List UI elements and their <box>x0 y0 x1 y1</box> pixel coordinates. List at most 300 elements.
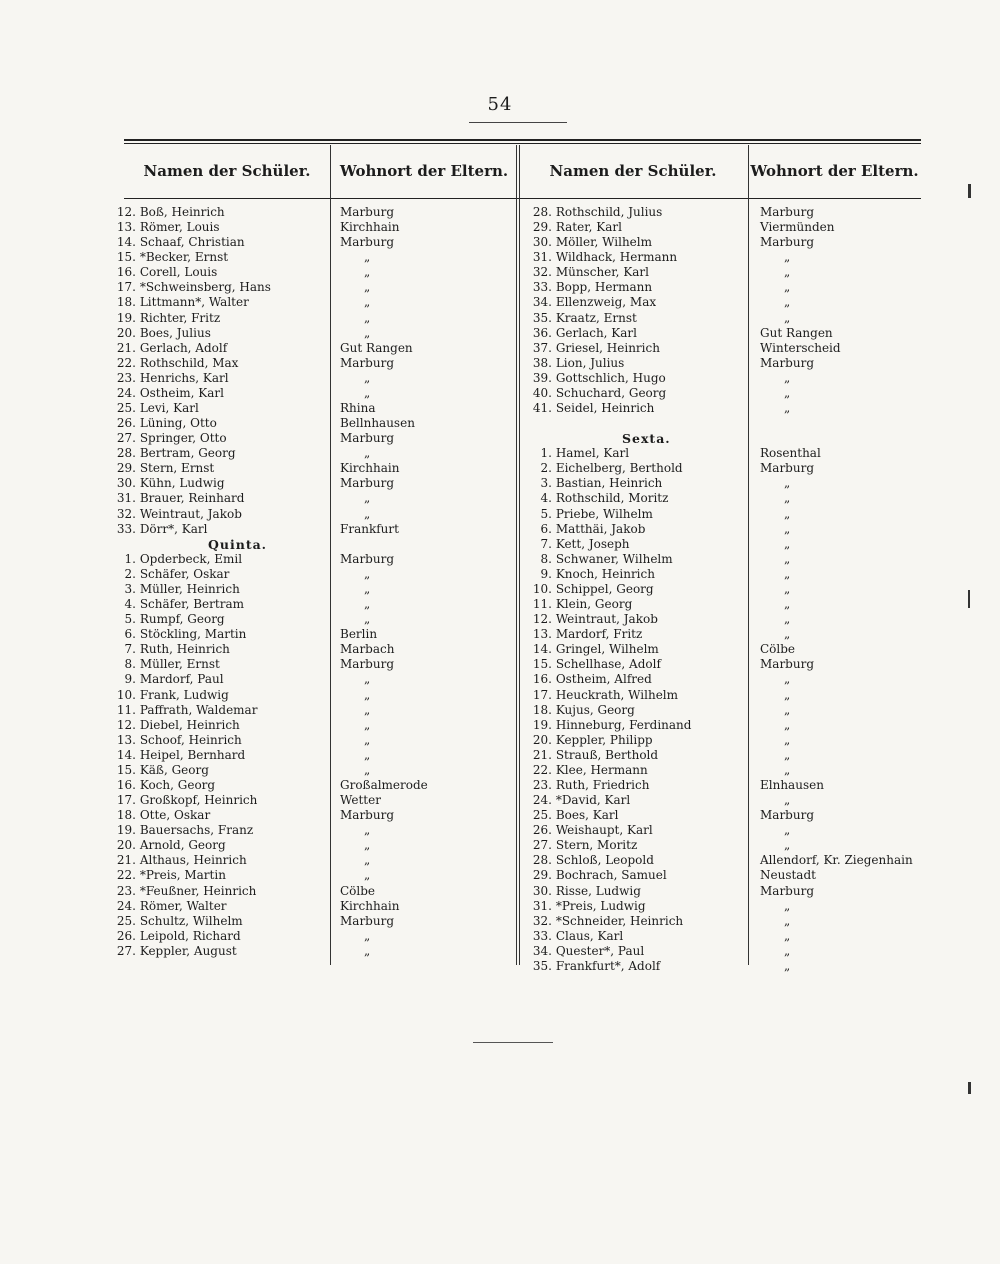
table-top-rule-thin <box>124 143 921 144</box>
student-number: 4. <box>124 597 136 612</box>
student-number: 32. <box>532 913 552 928</box>
student-entry <box>108 597 330 612</box>
right-places-list <box>760 205 928 974</box>
student-number: 1. <box>540 446 552 461</box>
student-entry <box>522 627 748 642</box>
parents-residence: Rhina <box>340 401 376 416</box>
student-number: 18. <box>116 808 136 823</box>
student-entry <box>108 416 330 431</box>
parents-residence: Marburg <box>340 913 395 928</box>
student-number: 17. <box>532 687 552 702</box>
student-name: Kujus, Georg <box>552 702 635 717</box>
student-entry <box>522 853 748 868</box>
student-entry <box>522 250 748 265</box>
student-number: 17. <box>116 793 136 808</box>
parents-residence: „ <box>784 913 791 928</box>
student-name: Schaaf, Christian <box>136 235 245 250</box>
student-entry <box>522 507 748 522</box>
student-entry <box>522 401 748 416</box>
student-entry <box>522 461 748 476</box>
student-name: Levi, Karl <box>136 401 199 416</box>
place-spacer <box>340 537 515 552</box>
student-number: 29. <box>532 868 552 883</box>
student-entry <box>522 476 748 491</box>
student-number: 15. <box>116 250 136 265</box>
student-entry <box>522 642 748 657</box>
student-entry <box>108 657 330 672</box>
student-entry <box>108 552 330 567</box>
parents-residence: „ <box>364 370 371 385</box>
parents-residence: Marburg <box>760 883 815 898</box>
student-number: 40. <box>532 385 552 400</box>
student-number: 13. <box>532 627 552 642</box>
student-name: Klee, Hermann <box>552 762 648 777</box>
student-name: Lion, Julius <box>552 355 625 370</box>
parents-residence: Allendorf, Kr. Ziegenhain <box>760 853 913 868</box>
student-number: 22. <box>116 868 136 883</box>
student-number: 16. <box>116 265 136 280</box>
left-places-list <box>340 205 515 959</box>
student-number: 34. <box>532 943 552 958</box>
student-name: Weintraut, Jakob <box>136 506 242 521</box>
parents-residence: Winterscheid <box>760 340 841 355</box>
section-heading: Sexta. <box>622 431 671 447</box>
student-name: Weintraut, Jakob <box>552 612 658 627</box>
student-number: 21. <box>116 340 136 355</box>
student-number: 18. <box>532 702 552 717</box>
parents-residence: Viermünden <box>760 220 835 235</box>
parents-residence: „ <box>364 928 371 943</box>
student-entry <box>522 522 748 537</box>
student-entry <box>522 582 748 597</box>
parents-residence: „ <box>784 476 791 491</box>
parents-residence: Marburg <box>340 355 395 370</box>
student-name: Paffrath, Waldemar <box>136 702 258 717</box>
student-entry <box>522 205 748 220</box>
parents-residence: Marburg <box>340 808 395 823</box>
student-number: 33. <box>116 521 136 536</box>
student-entry <box>522 326 748 341</box>
student-entry <box>108 868 330 883</box>
parents-residence: „ <box>364 853 371 868</box>
student-entry <box>522 371 748 386</box>
parents-residence: „ <box>784 521 791 536</box>
student-entry <box>522 959 748 974</box>
student-entry <box>522 552 748 567</box>
student-entry <box>108 718 330 733</box>
student-number: 11. <box>532 597 552 612</box>
parents-residence: „ <box>784 732 791 747</box>
blank-row <box>522 416 748 431</box>
student-number: 26. <box>532 823 552 838</box>
student-entry <box>108 567 330 582</box>
header-student-names-right: Namen der Schüler. <box>549 162 717 180</box>
student-number: 19. <box>116 310 136 325</box>
parents-residence: Marburg <box>340 476 395 491</box>
student-number: 24. <box>116 898 136 913</box>
student-entry <box>522 341 748 356</box>
student-number: 7. <box>124 642 136 657</box>
student-name: Henrichs, Karl <box>136 370 229 385</box>
student-number: 9. <box>124 672 136 687</box>
student-number: 24. <box>532 793 552 808</box>
student-name: Gerlach, Adolf <box>136 340 228 355</box>
student-number: 11. <box>116 702 136 717</box>
student-number: 27. <box>116 431 136 446</box>
student-entry <box>108 914 330 929</box>
parents-residence: Marburg <box>340 657 395 672</box>
parents-residence: „ <box>364 385 371 400</box>
student-number: 28. <box>532 853 552 868</box>
student-name: Priebe, Wilhelm <box>552 506 653 521</box>
student-name: *Preis, Martin <box>136 868 226 883</box>
parents-residence: Marburg <box>340 431 395 446</box>
student-name: Schultz, Wilhelm <box>136 913 243 928</box>
student-number: 15. <box>532 657 552 672</box>
student-name: Schwaner, Wilhelm <box>552 551 673 566</box>
student-entry <box>108 672 330 687</box>
student-number: 30. <box>532 883 552 898</box>
student-number: 41. <box>532 401 552 416</box>
parents-residence: Bellnhausen <box>340 416 415 431</box>
parents-residence: „ <box>784 581 791 596</box>
student-name: Kett, Joseph <box>552 536 630 551</box>
parents-residence: Großalmerode <box>340 777 428 792</box>
student-name: *Preis, Ludwig <box>552 898 646 913</box>
student-number: 5. <box>124 612 136 627</box>
student-number: 27. <box>116 943 136 958</box>
student-name: Eichelberg, Berthold <box>552 461 683 476</box>
student-entry <box>108 220 330 235</box>
student-number: 30. <box>116 476 136 491</box>
student-entry <box>108 582 330 597</box>
student-entry <box>522 612 748 627</box>
student-number: 28. <box>116 446 136 461</box>
page-number-underline <box>469 122 567 123</box>
student-name: Bauersachs, Franz <box>136 823 254 838</box>
student-entry <box>108 491 330 506</box>
student-number: 12. <box>116 717 136 732</box>
parents-residence: Cölbe <box>340 883 376 898</box>
student-entry <box>522 537 748 552</box>
student-number: 35. <box>532 310 552 325</box>
student-entry <box>522 491 748 506</box>
student-number: 16. <box>532 672 552 687</box>
student-entry <box>108 778 330 793</box>
student-name: Hamel, Karl <box>552 446 630 461</box>
student-entry <box>108 265 330 280</box>
student-name: Schloß, Leopold <box>552 853 654 868</box>
student-entry <box>108 823 330 838</box>
student-number: 13. <box>116 220 136 235</box>
student-name: Ostheim, Alfred <box>552 672 652 687</box>
parents-residence: „ <box>784 597 791 612</box>
parents-residence: „ <box>784 672 791 687</box>
parents-residence: Marburg <box>760 235 815 250</box>
parents-residence: „ <box>364 823 371 838</box>
student-name: Mardorf, Paul <box>136 672 224 687</box>
student-entry <box>108 341 330 356</box>
student-entry <box>522 884 748 899</box>
student-name: *Feußner, Heinrich <box>136 883 257 898</box>
student-number: 9. <box>540 566 552 581</box>
student-number: 22. <box>532 762 552 777</box>
student-entry <box>108 703 330 718</box>
student-number: 20. <box>116 838 136 853</box>
parents-residence: „ <box>364 687 371 702</box>
student-name: Littmann*, Walter <box>136 295 249 310</box>
student-number: 8. <box>124 657 136 672</box>
parents-residence: „ <box>784 536 791 551</box>
parents-residence: Gut Rangen <box>760 325 833 340</box>
student-number: 4. <box>540 491 552 506</box>
student-number: 29. <box>116 461 136 476</box>
student-entry <box>108 205 330 220</box>
student-number: 20. <box>532 732 552 747</box>
student-entry <box>108 476 330 491</box>
student-entry <box>522 763 748 778</box>
parents-residence: „ <box>784 310 791 325</box>
parents-residence: „ <box>364 838 371 853</box>
student-entry <box>522 672 748 687</box>
student-name: Bastian, Heinrich <box>552 476 663 491</box>
parents-residence: „ <box>784 627 791 642</box>
student-entry <box>108 793 330 808</box>
student-name: Ostheim, Karl <box>136 385 225 400</box>
parents-residence: „ <box>364 250 371 265</box>
parents-residence: Marburg <box>340 551 395 566</box>
left-names-list <box>108 205 330 959</box>
student-name: Stern, Ernst <box>136 461 215 476</box>
student-name: Heipel, Bernhard <box>136 747 246 762</box>
student-number: 8. <box>540 551 552 566</box>
parents-residence: „ <box>364 265 371 280</box>
student-name: Gerlach, Karl <box>552 325 638 340</box>
student-entry <box>108 944 330 959</box>
student-name: Richter, Fritz <box>136 310 221 325</box>
student-name: Althaus, Heinrich <box>136 853 247 868</box>
student-number: 23. <box>116 370 136 385</box>
student-entry <box>522 778 748 793</box>
parents-residence: „ <box>784 566 791 581</box>
student-name: Kühn, Ludwig <box>136 476 225 491</box>
student-name: Ruth, Friedrich <box>552 777 650 792</box>
student-entry <box>522 295 748 310</box>
student-number: 31. <box>532 898 552 913</box>
student-number: 25. <box>116 401 136 416</box>
parents-residence: „ <box>784 823 791 838</box>
parents-residence: Neustadt <box>760 868 816 883</box>
student-name: Opderbeck, Emil <box>136 551 243 566</box>
student-entry <box>108 763 330 778</box>
student-entry <box>108 461 330 476</box>
page-number: 54 <box>487 94 513 115</box>
margin-mark <box>968 590 970 608</box>
column-divider-3 <box>748 145 749 965</box>
parents-residence: Marburg <box>760 205 815 219</box>
student-number: 24. <box>116 385 136 400</box>
student-number: 19. <box>116 823 136 838</box>
parents-residence: „ <box>364 732 371 747</box>
student-number: 22. <box>116 355 136 370</box>
student-name: Frankfurt*, Adolf <box>552 958 661 973</box>
student-name: Weishaupt, Karl <box>552 823 653 838</box>
student-name: Bertram, Georg <box>136 446 236 461</box>
student-number: 19. <box>532 717 552 732</box>
student-number: 36. <box>532 325 552 340</box>
student-entry <box>108 838 330 853</box>
student-entry <box>522 899 748 914</box>
student-name: Boes, Karl <box>552 808 619 823</box>
student-entry <box>522 748 748 763</box>
student-number: 21. <box>116 853 136 868</box>
parents-residence: „ <box>784 762 791 777</box>
student-name: Möller, Wilhelm <box>552 235 652 250</box>
student-entry <box>108 808 330 823</box>
student-name: Schäfer, Bertram <box>136 597 244 612</box>
student-name: Griesel, Heinrich <box>552 340 660 355</box>
student-name: Rothschild, Julius <box>552 205 663 219</box>
student-entry <box>522 733 748 748</box>
student-entry <box>108 326 330 341</box>
student-entry <box>108 884 330 899</box>
student-number: 28. <box>532 205 552 219</box>
student-entry <box>522 823 748 838</box>
student-entry <box>522 356 748 371</box>
student-entry <box>522 597 748 612</box>
student-name: Römer, Walter <box>136 898 227 913</box>
student-entry <box>108 748 330 763</box>
place-spacer <box>760 431 928 446</box>
student-entry <box>522 235 748 250</box>
student-name: Lüning, Otto <box>136 416 217 431</box>
parents-residence: Frankfurt <box>340 521 399 536</box>
student-entry <box>108 642 330 657</box>
parents-residence: „ <box>784 717 791 732</box>
student-number: 25. <box>532 808 552 823</box>
parents-residence: „ <box>784 958 791 973</box>
student-name: Gringel, Wilhelm <box>552 642 659 657</box>
student-number: 34. <box>532 295 552 310</box>
parents-residence: „ <box>784 793 791 808</box>
student-entry <box>522 793 748 808</box>
parents-residence: Marburg <box>340 205 395 219</box>
student-name: Koch, Georg <box>136 777 216 792</box>
margin-mark <box>968 184 971 198</box>
parents-residence: „ <box>364 280 371 295</box>
student-name: Schuchard, Georg <box>552 385 667 400</box>
student-number: 31. <box>532 250 552 265</box>
student-number: 14. <box>116 747 136 762</box>
student-number: 14. <box>116 235 136 250</box>
student-name: Rothschild, Max <box>136 355 239 370</box>
student-name: Risse, Ludwig <box>552 883 641 898</box>
student-entry <box>108 899 330 914</box>
student-number: 3. <box>540 476 552 491</box>
student-name: Boß, Heinrich <box>136 205 225 219</box>
parents-residence: Kirchhain <box>340 898 400 913</box>
column-divider-1 <box>330 145 331 965</box>
header-parents-residence-left: Wohnort der Eltern. <box>339 162 509 180</box>
student-number: 15. <box>116 762 136 777</box>
student-name: Schellhase, Adolf <box>552 657 661 672</box>
student-entry <box>522 265 748 280</box>
student-name: Ruth, Heinrich <box>136 642 230 657</box>
student-name: Keppler, August <box>136 943 237 958</box>
student-name: Mardorf, Fritz <box>552 627 643 642</box>
parents-residence: „ <box>364 868 371 883</box>
student-entry <box>522 718 748 733</box>
parents-residence: Cölbe <box>760 642 796 657</box>
student-name: Römer, Louis <box>136 220 220 235</box>
student-name: Klein, Georg <box>552 597 633 612</box>
student-name: Schoof, Heinrich <box>136 732 242 747</box>
parents-residence: „ <box>364 747 371 762</box>
student-name: Müller, Heinrich <box>136 581 240 596</box>
student-name: Hinneburg, Ferdinand <box>552 717 692 732</box>
parents-residence: „ <box>784 401 791 416</box>
student-number: 25. <box>116 913 136 928</box>
student-number: 7. <box>540 536 552 551</box>
student-name: Rumpf, Georg <box>136 612 225 627</box>
student-name: Bopp, Hermann <box>552 280 653 295</box>
parents-residence: „ <box>784 898 791 913</box>
student-name: Claus, Karl <box>552 928 624 943</box>
student-entry <box>522 446 748 461</box>
student-entry <box>108 507 330 522</box>
student-number: 39. <box>532 370 552 385</box>
table-header-row <box>124 145 921 197</box>
student-number: 30. <box>532 235 552 250</box>
parents-residence: Rosenthal <box>760 446 821 461</box>
student-entry <box>522 657 748 672</box>
student-name: Corell, Louis <box>136 265 218 280</box>
student-name: Matthäi, Jakob <box>552 521 646 536</box>
student-name: Großkopf, Heinrich <box>136 793 258 808</box>
parents-residence: Marbach <box>340 642 395 657</box>
parents-residence: „ <box>784 265 791 280</box>
student-number: 16. <box>116 777 136 792</box>
parents-residence: „ <box>784 612 791 627</box>
student-name: Boes, Julius <box>136 325 211 340</box>
student-number: 6. <box>540 521 552 536</box>
header-bottom-rule <box>124 198 921 199</box>
student-entry <box>108 431 330 446</box>
student-entry <box>108 733 330 748</box>
parents-residence: „ <box>364 566 371 581</box>
table-top-rule <box>124 139 921 141</box>
student-number: 20. <box>116 325 136 340</box>
student-number: 2. <box>124 566 136 581</box>
parents-residence: „ <box>784 928 791 943</box>
student-name: Bochrach, Samuel <box>552 868 667 883</box>
parents-residence: „ <box>784 687 791 702</box>
parents-residence: „ <box>364 612 371 627</box>
student-name: *Schneider, Heinrich <box>552 913 684 928</box>
student-number: 3. <box>124 581 136 596</box>
student-name: Strauß, Berthold <box>552 747 659 762</box>
margin-mark <box>968 1082 971 1094</box>
parents-residence: „ <box>784 295 791 310</box>
parents-residence: „ <box>364 506 371 521</box>
closing-rule <box>473 1042 553 1043</box>
student-entry <box>522 944 748 959</box>
student-name: Schippel, Georg <box>552 581 654 596</box>
student-entry <box>108 929 330 944</box>
parents-residence: „ <box>784 491 791 506</box>
student-number: 21. <box>532 747 552 762</box>
student-entry <box>108 612 330 627</box>
